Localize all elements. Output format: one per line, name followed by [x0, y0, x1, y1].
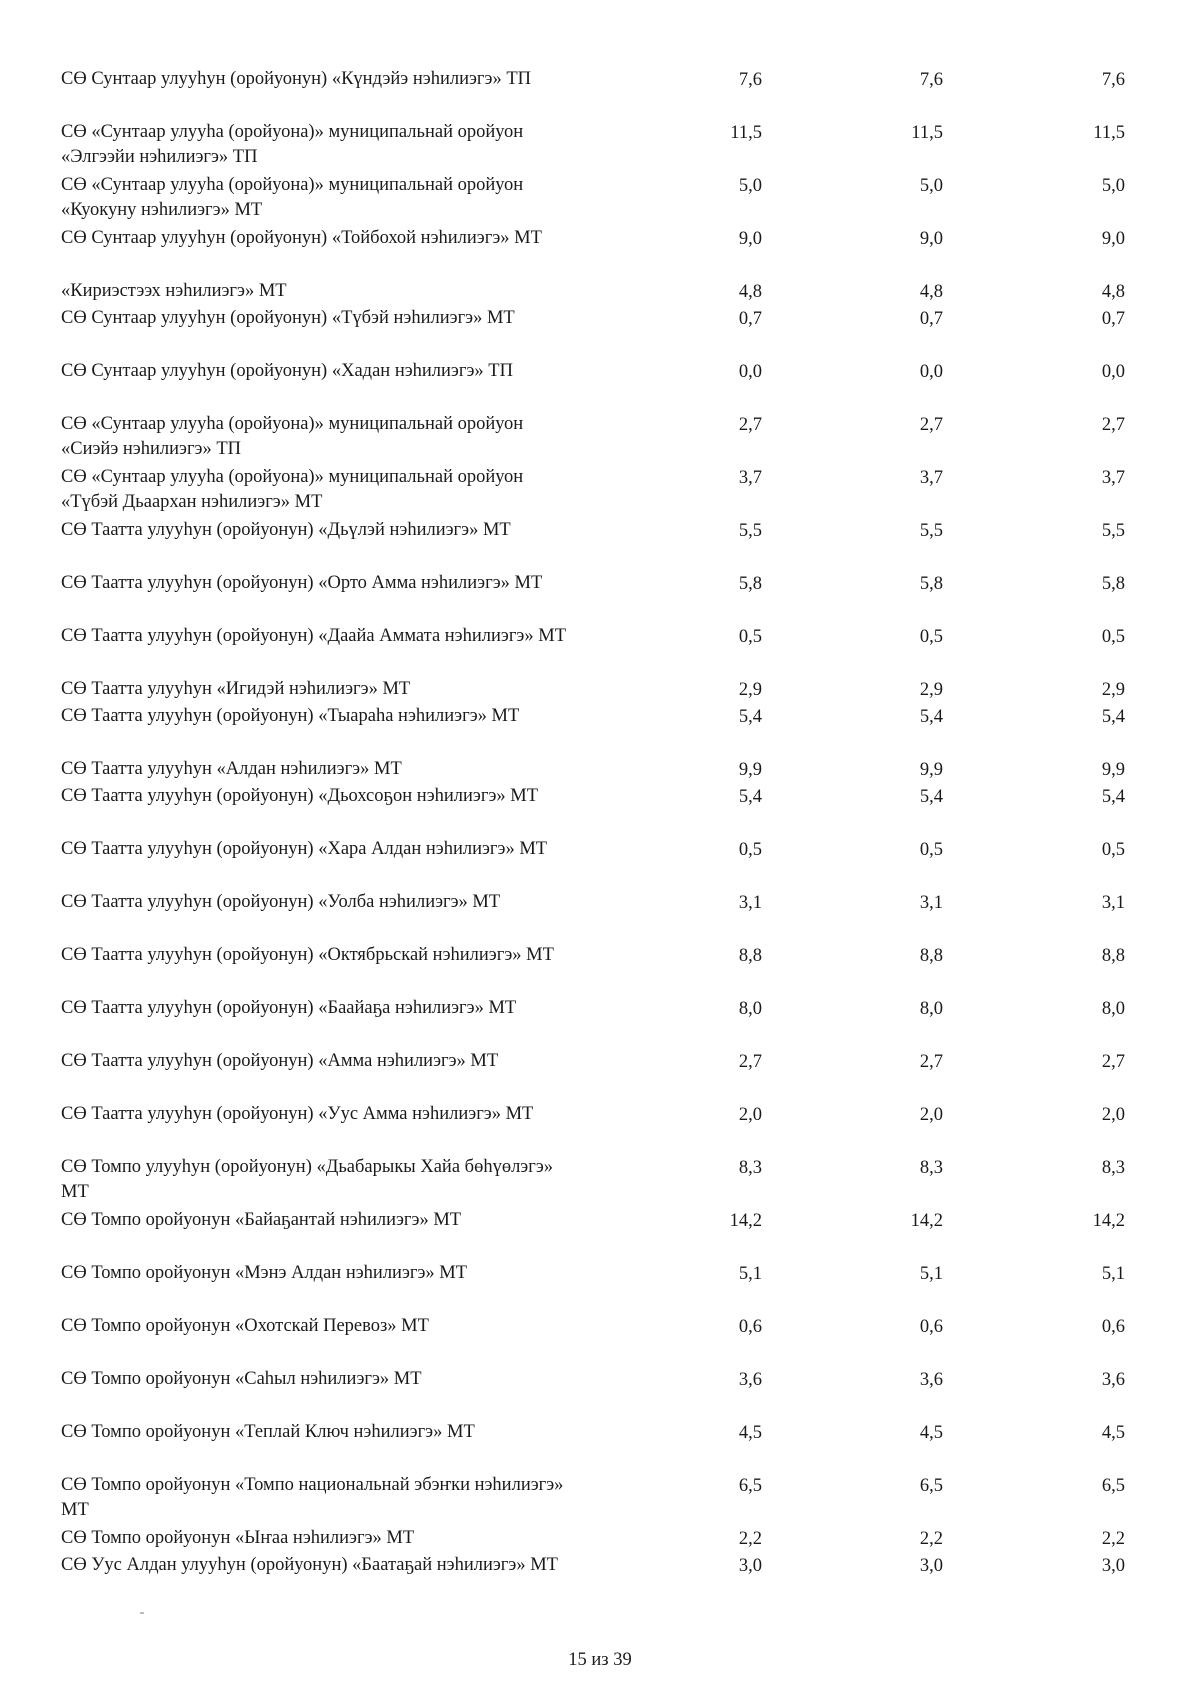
row-value-v2: 2,7: [919, 1052, 943, 1072]
row-name: СӨ Таатта улууһун (оройуонун) «Дьүлэй нэһилиэгэ» МТ: [61, 520, 511, 540]
row-value-v2: 8,3: [919, 1158, 943, 1178]
row-name: СӨ Таатта улууһун (оройуонун) «Уус Амма нэһилиэгэ» МТ: [61, 1104, 534, 1124]
row-value-v3: 3,7: [1101, 468, 1125, 488]
row-value-v3: 14,2: [1092, 1211, 1125, 1231]
table-row: [0, 784, 1200, 834]
row-value-v3: 8,3: [1101, 1158, 1125, 1178]
row-value-v3: 9,0: [1101, 229, 1125, 249]
row-value-v2: 6,5: [919, 1476, 943, 1496]
row-name: СӨ Таатта улууһун (оройуонун) «Дьохсоҕон нэһилиэгэ» МТ: [61, 786, 539, 806]
row-value-v2: 4,5: [919, 1423, 943, 1443]
row-name: СӨ Сунтаар улууһун (оройуонун) «Күндэйэ нэһилиэгэ» ТП: [61, 69, 531, 89]
row-value-v1: 3,7: [738, 468, 762, 488]
scan-artifact: [140, 1612, 144, 1614]
table-row: [0, 173, 1200, 223]
row-name: СӨ Таатта улууһун «Игидэй нэһилиэгэ» МТ: [61, 679, 411, 699]
row-name: СӨ Таатта улууһун (оройуонун) «Орто Амма нэһилиэгэ» МТ: [61, 573, 543, 593]
row-value-v3: 5,1: [1101, 1264, 1125, 1284]
row-value-v1: 5,1: [738, 1264, 762, 1284]
row-value-v1: 0,7: [738, 309, 762, 329]
row-value-v3: 5,5: [1101, 521, 1125, 541]
table-row: [0, 1261, 1200, 1311]
row-value-v2: 3,1: [919, 893, 943, 913]
row-value-v2: 3,7: [919, 468, 943, 488]
row-value-v3: 5,0: [1101, 176, 1125, 196]
row-name: СӨ Таатта улууһун «Алдан нэһилиэгэ» МТ: [61, 759, 402, 779]
row-value-v1: 5,4: [738, 707, 762, 727]
row-value-v3: 8,8: [1101, 946, 1125, 966]
table-row: [0, 67, 1200, 117]
row-value-v2: 7,6: [919, 70, 943, 90]
row-value-v1: 2,0: [738, 1105, 762, 1125]
row-value-v1: 5,4: [738, 787, 762, 807]
row-name: СӨ Томпо оройуонун «Байаҕантай нэһилиэгэ» МТ: [61, 1210, 462, 1230]
row-value-v3: 2,9: [1101, 680, 1125, 700]
row-name: СӨ Таатта улууһун (оройуонун) «Октябрьскай нэһилиэгэ» МТ: [61, 945, 554, 965]
table-row: [0, 890, 1200, 940]
row-value-v1: 7,6: [738, 70, 762, 90]
row-value-v2: 9,9: [919, 760, 943, 780]
row-value-v3: 0,5: [1101, 627, 1125, 647]
table-row: [0, 1155, 1200, 1205]
row-value-v1: 5,5: [738, 521, 762, 541]
table-row: [0, 1049, 1200, 1099]
row-name: СӨ «Сунтаар улууһа (оройуона)» муниципальнай оройуон «Элгээйи нэһилиэгэ» ТП: [61, 122, 524, 167]
row-name: СӨ Томпо оройуонун «Теплай Ключ нэһилиэгэ» МТ: [61, 1422, 475, 1442]
row-value-v3: 3,0: [1101, 1556, 1125, 1576]
row-value-v3: 4,8: [1101, 282, 1125, 302]
table-row: [0, 1473, 1200, 1523]
row-value-v2: 5,4: [919, 787, 943, 807]
row-name: СӨ Сунтаар улууһун (оройуонун) «Тойбохой нэһилиэгэ» МТ: [61, 228, 542, 248]
row-value-v1: 8,3: [738, 1158, 762, 1178]
row-value-v3: 4,5: [1101, 1423, 1125, 1443]
row-value-v2: 14,2: [910, 1211, 943, 1231]
page-number: 15 из 39: [568, 1650, 632, 1670]
table-row: [0, 571, 1200, 621]
row-value-v1: 3,1: [738, 893, 762, 913]
row-name: СӨ Томпо оройуонун «Ыҥаа нэһилиэгэ» МТ: [61, 1528, 415, 1548]
table-row: [0, 624, 1200, 674]
row-value-v1: 4,8: [738, 282, 762, 302]
row-name: СӨ Таатта улууһун (оройуонун) «Тыараһа нэһилиэгэ» МТ: [61, 706, 520, 726]
row-value-v3: 0,6: [1101, 1317, 1125, 1337]
row-value-v1: 2,7: [738, 415, 762, 435]
row-value-v1: 11,5: [730, 123, 762, 143]
table-row: [0, 226, 1200, 276]
row-value-v2: 2,2: [919, 1529, 943, 1549]
table-row: [0, 518, 1200, 568]
row-name: СӨ Таатта улууһун (оройуонун) «Амма нэһилиэгэ» МТ: [61, 1051, 499, 1071]
row-value-v2: 2,7: [919, 415, 943, 435]
row-value-v3: 2,7: [1101, 415, 1125, 435]
row-value-v1: 0,6: [738, 1317, 762, 1337]
table-row: [0, 359, 1200, 409]
row-value-v2: 9,0: [919, 229, 943, 249]
row-value-v2: 5,8: [919, 574, 943, 594]
row-name: СӨ Сунтаар улууһун (оройуонун) «Түбэй нэһилиэгэ» МТ: [61, 308, 515, 328]
row-value-v1: 2,2: [738, 1529, 762, 1549]
row-value-v1: 8,8: [738, 946, 762, 966]
row-name: СӨ Томпо оройуонун «Мэнэ Алдан нэһилиэгэ» МТ: [61, 1263, 468, 1283]
row-value-v2: 5,5: [919, 521, 943, 541]
row-value-v3: 7,6: [1101, 70, 1125, 90]
row-name: СӨ Томпо оройуонун «Томпо национальнай эбэҥки нэһилиэгэ» МТ: [61, 1475, 564, 1520]
row-value-v1: 0,0: [738, 362, 762, 382]
row-name: СӨ «Сунтаар улууһа (оройуона)» муниципальнай оройуон «Куокуну нэһилиэгэ» МТ: [61, 175, 524, 220]
row-value-v2: 0,5: [919, 840, 943, 860]
row-value-v3: 6,5: [1101, 1476, 1125, 1496]
row-value-v3: 3,1: [1101, 893, 1125, 913]
row-value-v1: 5,8: [738, 574, 762, 594]
row-name: СӨ Томпо оройуонун «Саһыл нэһилиэгэ» МТ: [61, 1369, 422, 1389]
row-name: СӨ Таатта улууһун (оройуонун) «Уолба нэһилиэгэ» МТ: [61, 892, 501, 912]
row-name: СӨ Таатта улууһун (оройуонун) «Баайаҕа нэһилиэгэ» МТ: [61, 998, 517, 1018]
table-row: [0, 1208, 1200, 1258]
table-row: [0, 1314, 1200, 1364]
row-value-v1: 14,2: [729, 1211, 762, 1231]
row-name: СӨ Сунтаар улууһун (оройуонун) «Хадан нэһилиэгэ» ТП: [61, 361, 513, 381]
row-value-v1: 4,5: [738, 1423, 762, 1443]
row-name: СӨ Уус Алдан улууһун (оройуонун) «Баатаҕай нэһилиэгэ» МТ: [61, 1555, 558, 1575]
row-value-v2: 2,0: [919, 1105, 943, 1125]
table-row: [0, 412, 1200, 462]
row-value-v2: 5,0: [919, 176, 943, 196]
table-row: [0, 306, 1200, 356]
row-value-v2: 0,7: [919, 309, 943, 329]
row-value-v1: 6,5: [738, 1476, 762, 1496]
row-value-v3: 0,5: [1101, 840, 1125, 860]
row-value-v3: 5,8: [1101, 574, 1125, 594]
row-name: СӨ «Сунтаар улууһа (оройуона)» муниципальнай оройуон «Түбэй Дьаархан нэһилиэгэ» МТ: [61, 467, 524, 512]
row-value-v2: 2,9: [919, 680, 943, 700]
row-value-v1: 9,0: [738, 229, 762, 249]
table-row: [0, 1102, 1200, 1152]
row-value-v2: 0,6: [919, 1317, 943, 1337]
row-value-v1: 2,9: [738, 680, 762, 700]
row-name: СӨ Таатта улууһун (оройуонун) «Хара Алдан нэһилиэгэ» МТ: [61, 839, 548, 859]
row-value-v2: 11,5: [911, 123, 943, 143]
table-row: [0, 120, 1200, 170]
table-row: [0, 704, 1200, 754]
row-value-v2: 0,5: [919, 627, 943, 647]
row-value-v2: 3,6: [919, 1370, 943, 1390]
row-value-v1: 0,5: [738, 840, 762, 860]
row-value-v2: 5,1: [919, 1264, 943, 1284]
row-name: СӨ Томпо улууһун (оройуонун) «Дьабарыкы Хайа бөһүөлэгэ» МТ: [61, 1157, 554, 1202]
row-value-v3: 8,0: [1101, 999, 1125, 1019]
row-value-v2: 5,4: [919, 707, 943, 727]
row-value-v2: 8,8: [919, 946, 943, 966]
row-name: СӨ Томпо оройуонун «Охотскай Перевоз» МТ: [61, 1316, 429, 1336]
row-value-v3: 0,7: [1101, 309, 1125, 329]
table-row: [0, 996, 1200, 1046]
row-value-v3: 11,5: [1093, 123, 1125, 143]
row-value-v1: 2,7: [738, 1052, 762, 1072]
table-row: [0, 943, 1200, 993]
row-value-v2: 0,0: [919, 362, 943, 382]
table-row: [0, 1553, 1200, 1603]
row-name: «Кириэстээх нэһилиэгэ» МТ: [61, 281, 287, 301]
row-value-v3: 3,6: [1101, 1370, 1125, 1390]
row-value-v1: 9,9: [738, 760, 762, 780]
row-value-v2: 8,0: [919, 999, 943, 1019]
row-name: СӨ «Сунтаар улууһа (оройуона)» муниципальнай оройуон «Сиэйэ нэһилиэгэ» ТП: [61, 414, 524, 459]
row-value-v2: 3,0: [919, 1556, 943, 1576]
row-value-v1: 0,5: [738, 627, 762, 647]
row-value-v1: 3,0: [738, 1556, 762, 1576]
table-row: [0, 837, 1200, 887]
row-value-v3: 0,0: [1101, 362, 1125, 382]
row-name: СӨ Таатта улууһун (оройуонун) «Даайа Аммата нэһилиэгэ» МТ: [61, 626, 566, 646]
row-value-v3: 5,4: [1101, 707, 1125, 727]
row-value-v1: 5,0: [738, 176, 762, 196]
row-value-v1: 3,6: [738, 1370, 762, 1390]
row-value-v3: 5,4: [1101, 787, 1125, 807]
table-row: [0, 1367, 1200, 1417]
table-row: [0, 465, 1200, 515]
row-value-v3: 2,2: [1101, 1529, 1125, 1549]
row-value-v3: 2,0: [1101, 1105, 1125, 1125]
row-value-v3: 9,9: [1101, 760, 1125, 780]
row-value-v2: 4,8: [919, 282, 943, 302]
table-row: [0, 1420, 1200, 1470]
row-value-v3: 2,7: [1101, 1052, 1125, 1072]
row-value-v1: 8,0: [738, 999, 762, 1019]
